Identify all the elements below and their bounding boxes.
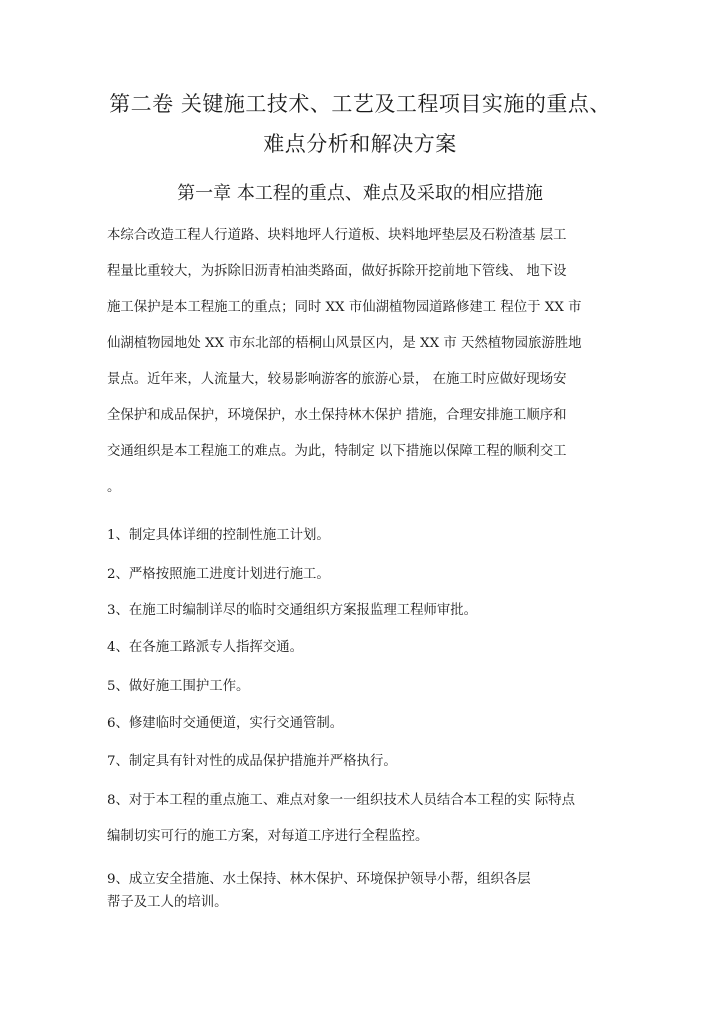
chapter-title: 第一章 本工程的重点、难点及采取的相应措施 [177,183,543,204]
intro-line: 仙湖植物园地处 XX 市东北部的梧桐山风景区内，是 XX 市 天然植物园旅游胜地 [107,336,582,351]
intro-line: 交通组织是本工程施工的难点。为此，特制定 以下措施以保障工程的顺利交工 [107,444,567,459]
list-item: 5、做好施工围护工作。 [107,679,250,694]
list-item: 3、在施工时编制详尽的临时交通组织方案报监理工程师审批。 [107,603,478,618]
intro-line: 。 [107,480,121,495]
list-item: 9、成立安全措施、水土保持、林木保护、环境保护领导小帮，组织各层 [107,872,531,887]
list-item: 1、制定具体详细的控制性施工计划。 [107,528,330,543]
intro-line: 程量比重较大，为拆除旧沥青柏油类路面，做好拆除开挖前地下管线、 地下设 [107,264,567,279]
list-item-continuation: 编制切实可行的施工方案，对每道工序进行全程监控。 [107,829,429,844]
list-item: 4、在各施工路派专人指挥交通。 [107,640,303,655]
intro-line: 本综合改造工程人行道路、块料地坪人行道板、块料地坪垫层及石粉渣基 层工 [107,228,567,243]
document-title-line-2: 难点分析和解决方案 [263,132,457,156]
list-item: 6、修建临时交通便道，实行交通管制。 [107,716,344,731]
list-item: 2、严格按照施工进度计划进行施工。 [107,567,330,582]
intro-line: 景点。近年来，人流量大，较易影响游客的旅游心景， 在施工时应做好现场安 [107,372,567,387]
list-item-continuation: 帮子及工人的培训。 [107,895,228,910]
intro-line: 全保护和成品保护，环境保护，水土保持林木保护 措施，合理安排施工顺序和 [107,408,567,423]
list-item: 8、对于本工程的重点施工、难点对象一一组织技术人员结合本工程的实 际特点 [107,793,576,808]
list-item: 7、制定具有针对性的成品保护措施并严格执行。 [107,754,397,769]
document-title-line-1: 第二卷 关键施工技术、工艺及工程项目实施的重点、 [109,92,611,116]
intro-line: 施工保护是本工程施工的重点；同时 XX 市仙湖植物园道路修建工 程位于 XX 市 [107,300,582,315]
